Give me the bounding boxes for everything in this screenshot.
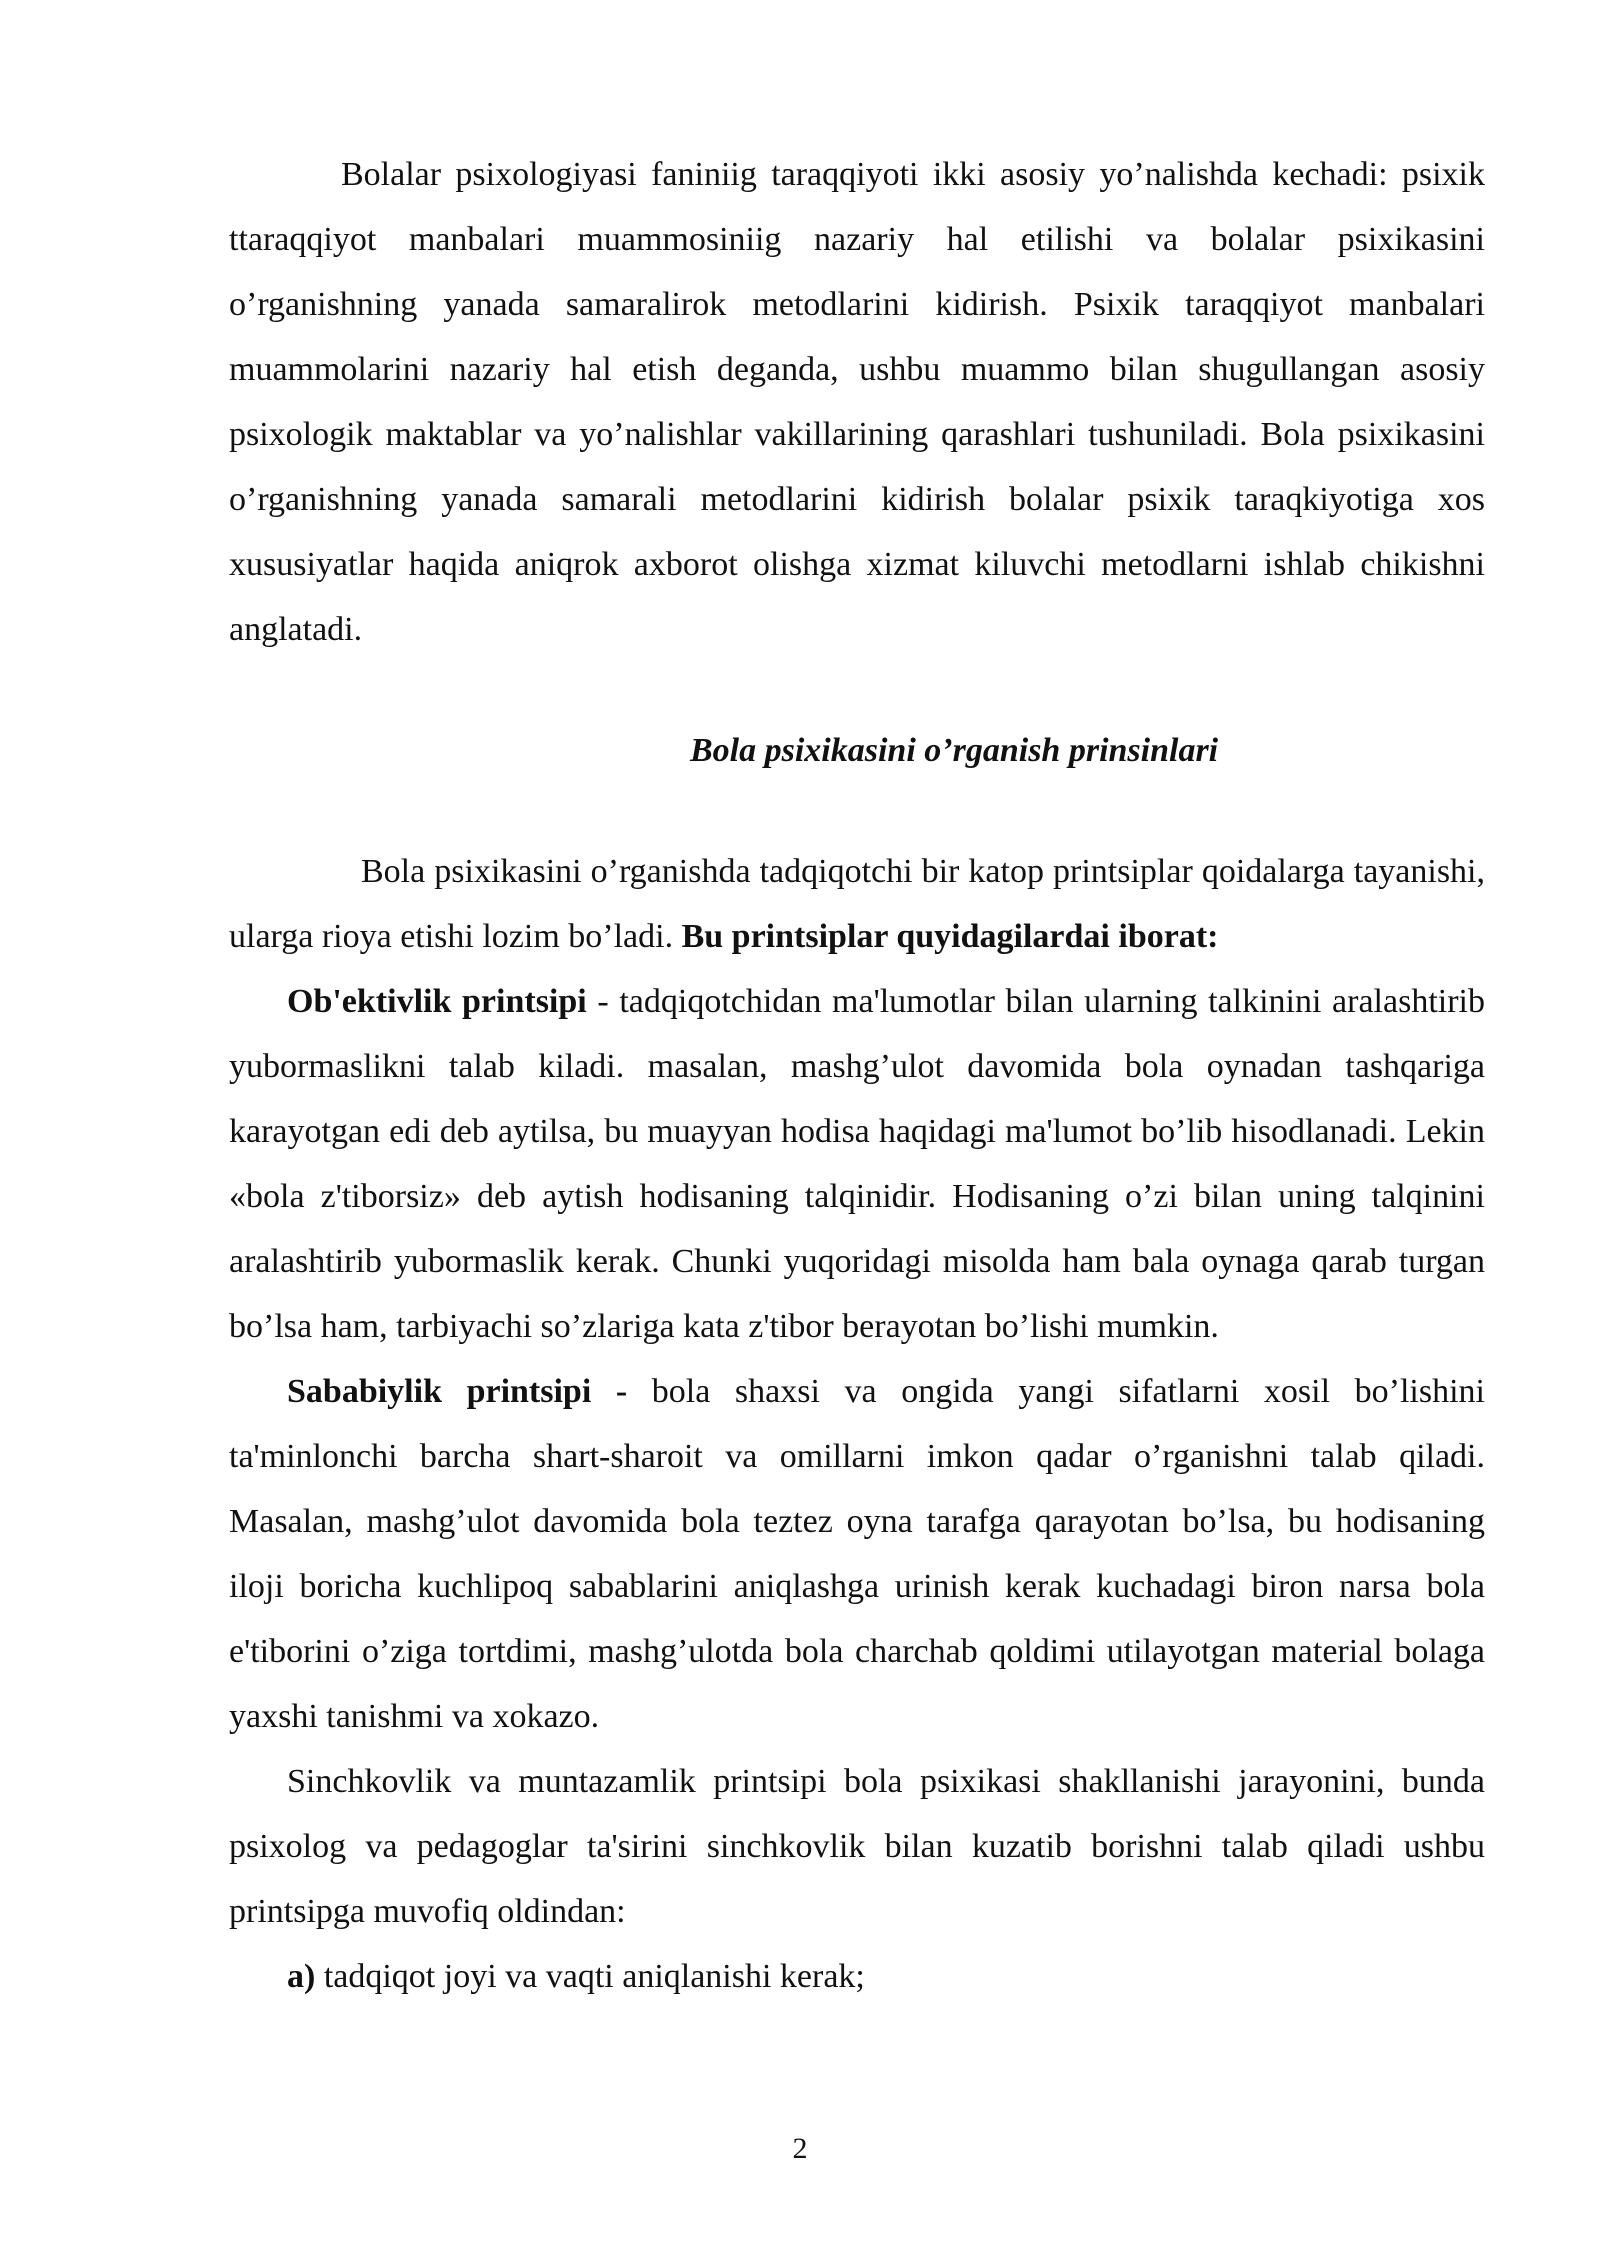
list-item-a-text: tadqiqot joyi va vaqti aniqlanishi kerak; [315,1958,865,1995]
causality-text: bola shaxsi va ongida yangi sifatlarni xosil bo’lishini ta'minlonchi barcha shart-sharoit va omillarni imkon qadar o’rganishni talab qiladi. Masalan, mashg’ulot davomida bola teztez oyna tarafga qarayotan bo’lsa, bu hodisaning iloji boricha kuchlipoq sabablarini aniqlashga urinish kerak kuchadagi biron narsa bola e'tiborini o’ziga tortdimi, mashg’ulotda bola charchab qoldimi utilayotgan material bolaga yaxshi tanishmi va xokazo. [229,1373,1485,1735]
document-page [229,142,1485,2009]
principles-intro-text: Bola psixikasini o’rganishda tadqiqotchi bir katop printsiplar qoidalarga tayanishi, ularga rioya etishi lozim bo’ladi. [229,853,1485,955]
objectivity-label: Ob'ektivlik printsipi [287,983,587,1020]
intro-paragraph: Bolalar psixologiyasi faniniig taraqqiyoti ikki asosiy yo’nalishda kechadi: psixik ttaraqqiyot manbalari muammosiniig nazariy hal etilishi va bolalar psixikasini o’rganishning yanada samaralirok metodlarini kidirish. Psixik taraqqiyot manbalari muammolarini nazariy hal etish deganda, ushbu muammo bilan shugullangan asosiy psixologik maktablar va yo’nalishlar vakillarining qarashlari tushuniladi. Bola psixikasini o’rganishning yanada samarali metodlarini kidirish bolalar psixik taraqkiyotiga xos xususiyatlar haqida aniqrok axborot olishga xizmat kiluvchi metodlarni ishlab chikishni anglatadi. [229,156,1485,648]
objectivity-text: - tadqiqotchidan ma'lumotlar bilan ularning talkinini aralashtirib yubormaslikni talab kiladi. masalan, mashg’ulot davomida bola oynadan tashqariga karayotgan edi deb aytilsa, bu muayyan hodisa haqidagi ma'lumot bo’lib hisodlanadi. Lekin «bola z'tiborsiz» deb aytish hodisaning talqinidir. Hodisaning o’zi bilan uning talqinini aralashtirib yubormaslik kerak. Chunki yuqoridagi misolda ham bala oynaga qarab turgan bo’lsa ham, tarbiyachi so’zlariga kata z'tibor berayotan bo’lishi mumkin. [229,983,1485,1345]
objectivity-paragraph [229,969,1485,1359]
causality-paragraph [229,1359,1485,1749]
causality-label: Sababiylik printsipi - [287,1373,628,1410]
section-heading: Bola psixikasini o’rganish prinsinlari [690,732,1219,769]
page-number: 2 [792,2132,808,2165]
systematic-paragraph: Sinchkovlik va muntazamlik printsipi bola psixikasi shakllanishi jarayonini, bunda psixolog va pedagoglar ta'sirini sinchkovlik bilan kuzatib borishni talab qiladi ushbu printsipga muvofiq oldindan: [229,1763,1485,1930]
principles-intro-bold: Bu printsiplar quyidagilardai iborat: [681,918,1219,955]
list-item-a-label: a) [287,1958,316,1995]
list-item-a [229,1944,1485,2009]
principles-intro-paragraph [229,839,1485,969]
